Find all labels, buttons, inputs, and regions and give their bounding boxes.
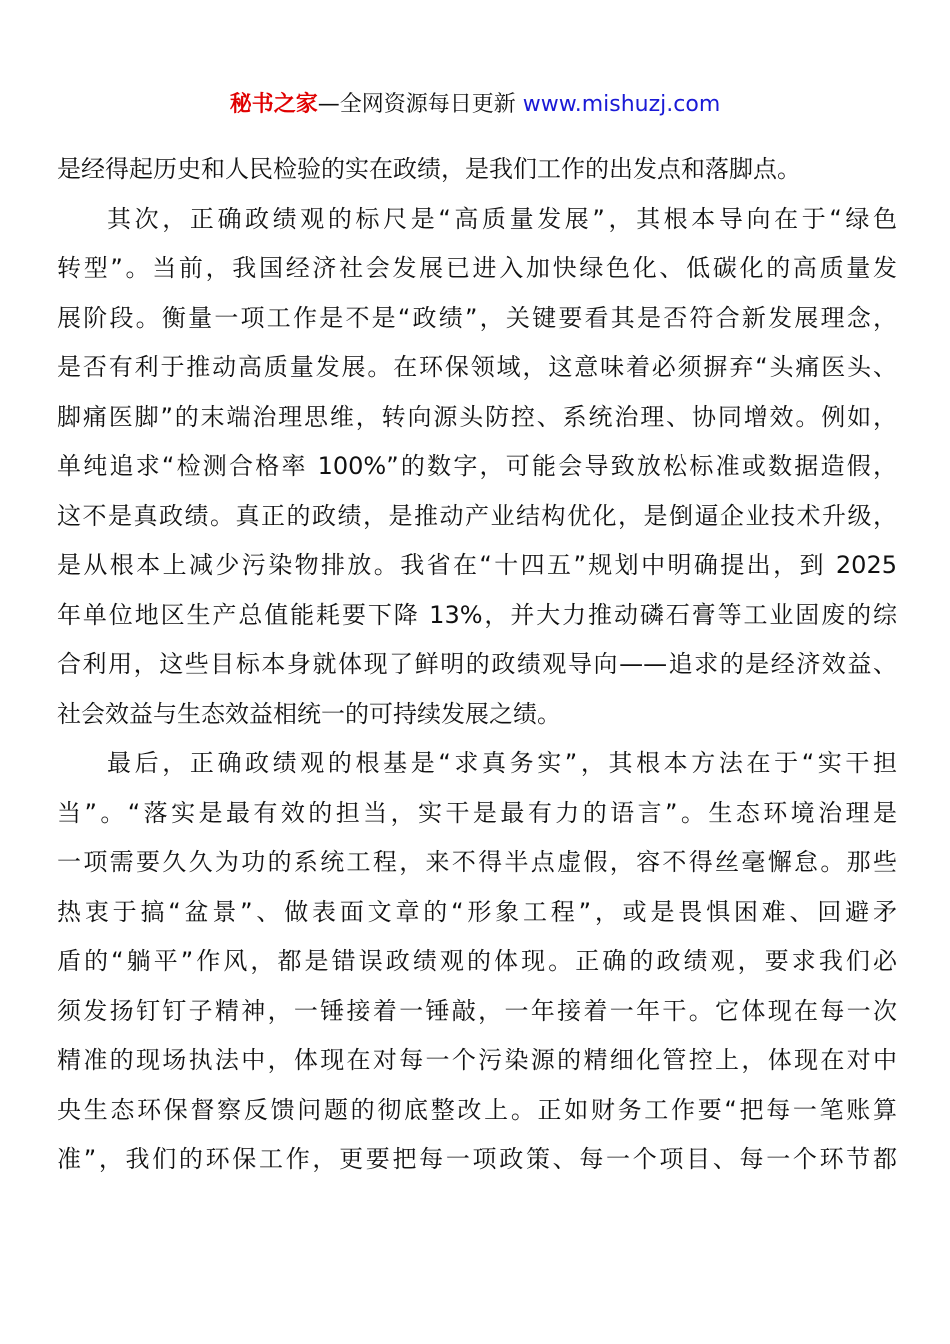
paragraph-line: 央生态环保督察反馈问题的彻底整改上。正如财务工作要“把每一笔账算 xyxy=(57,1095,897,1124)
brand-name: 秘书之家 xyxy=(229,92,318,117)
paragraph-line: 其次，正确政绩观的标尺是“高质量发展”，其根本导向在于“绿色 xyxy=(107,204,897,233)
paragraph-line: 转型”。当前，我国经济社会发展已进入加快绿色化、低碳化的高质量发 xyxy=(57,254,897,282)
site-url-link[interactable]: www.mishuzj.com xyxy=(522,92,721,117)
paragraph-line: 这不是真政绩。真正的政绩，是推动产业结构优化，是倒逼企业技术升级， xyxy=(57,501,897,530)
paragraph-line: 社会效益与生态效益相统一的可持续发展之绩。 xyxy=(57,699,561,728)
page-header xyxy=(0,88,950,122)
paragraph-line: 最后，正确政绩观的根基是“求真务实”，其根本方法在于“实干担 xyxy=(107,749,897,777)
paragraph-line: 准”，我们的环保工作，更要把每一项政策、每一个项目、每一个环节都 xyxy=(57,1145,897,1173)
paragraph-line: 是否有利于推动高质量发展。在环保领域，这意味着必须摒弃“头痛医头、 xyxy=(57,353,897,381)
paragraph-line: 盾的“躺平”作风，都是错误政绩观的体现。正确的政绩观，要求我们必 xyxy=(57,947,897,975)
paragraph-line: 脚痛医脚”的末端治理思维，转向源头防控、系统治理、协同增效。例如， xyxy=(57,402,897,431)
paragraph-line: 年单位地区生产总值能耗要下降 13%，并大力推动磷石膏等工业固废的综 xyxy=(57,600,897,629)
paragraph-line: 一项需要久久为功的系统工程，来不得半点虚假，容不得丝毫懈怠。那些 xyxy=(57,848,897,876)
paragraph-line: 合利用，这些目标本身就体现了鲜明的政绩观导向——追求的是经济效益、 xyxy=(57,650,897,678)
paragraph-line: 精准的现场执法中，体现在对每一个污染源的精细化管控上，体现在对中 xyxy=(57,1046,897,1074)
paragraph-line: 热衷于搞“盆景”、做表面文章的“形象工程”，或是畏惧困难、回避矛 xyxy=(57,897,897,926)
paragraph-line: 当”。“落实是最有效的担当，实干是最有力的语言”。生态环境治理是 xyxy=(57,798,897,827)
paragraph-line: 是从根本上减少污染物排放。我省在“十四五”规划中明确提出，到 2025 xyxy=(57,551,897,579)
paragraph-line: 须发扬钉钉子精神，一锤接着一锤敲，一年接着一年干。它体现在每一次 xyxy=(57,996,897,1025)
paragraph-line: 展阶段。衡量一项工作是不是“政绩”，关键要看其是否符合新发展理念， xyxy=(57,303,897,332)
paragraph-line: 单纯追求“检测合格率 100%”的数字，可能会导致放松标准或数据造假， xyxy=(57,452,897,480)
document-body xyxy=(57,145,897,1185)
header-tagline: —全网资源每日更新 xyxy=(317,92,523,117)
paragraph-line: 是经得起历史和人民检验的实在政绩，是我们工作的出发点和落脚点。 xyxy=(57,155,801,183)
